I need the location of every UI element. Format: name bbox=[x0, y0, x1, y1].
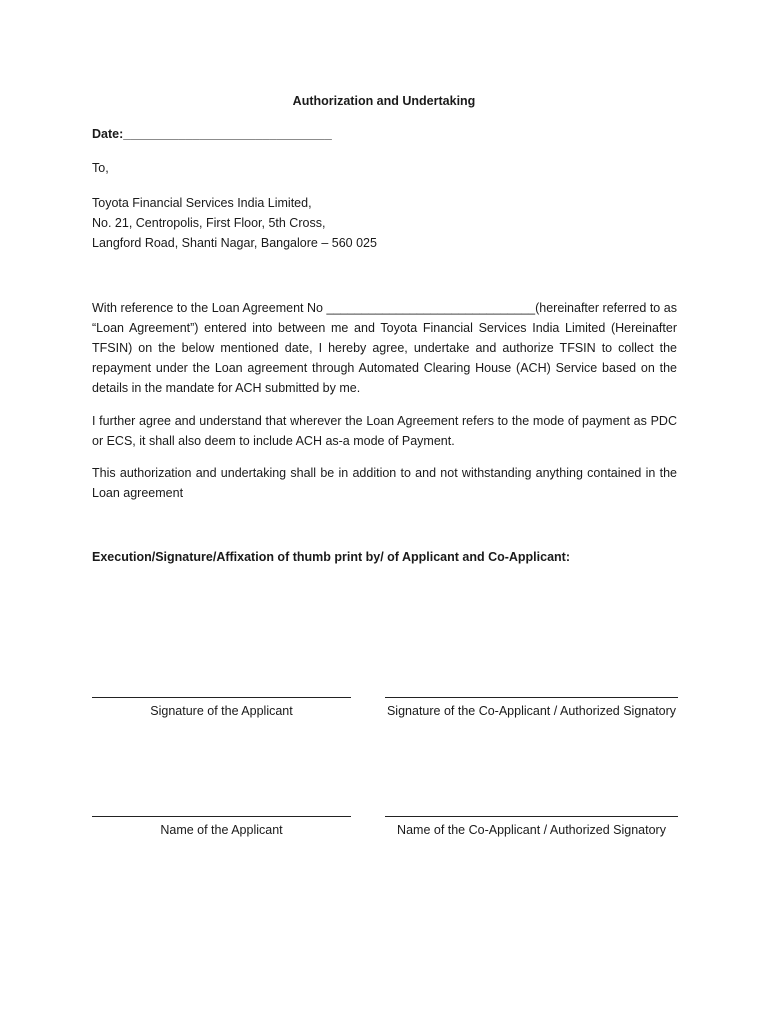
name-line bbox=[92, 816, 351, 817]
signature-line bbox=[385, 697, 678, 698]
applicant-signature-label: Signature of the Applicant bbox=[150, 704, 293, 718]
coapplicant-name-block bbox=[385, 816, 678, 839]
applicant-name-label: Name of the Applicant bbox=[160, 823, 283, 837]
coapplicant-signature-label: Signature of the Co-Applicant / Authorized Signatory bbox=[386, 704, 677, 718]
recipient-address bbox=[92, 193, 377, 253]
signature-line bbox=[92, 697, 351, 698]
address-line: Toyota Financial Services India Limited, bbox=[92, 196, 312, 210]
name-line bbox=[385, 816, 678, 817]
address-line: No. 21, Centropolis, First Floor, 5th Cross, bbox=[92, 216, 326, 230]
execution-heading: Execution/Signature/Affixation of thumb print by/ of Applicant and Co-Applicant: bbox=[92, 550, 570, 564]
date-field: Date:______________________________ bbox=[92, 127, 332, 141]
paragraph-mode-of-payment: I further agree and understand that wherever the Loan Agreement refers to the mode of payment as PDC or ECS, it shall also deem to include ACH as-a mode of Payment. bbox=[92, 414, 677, 448]
paragraph-addition-clause: This authorization and undertaking shall be in addition to and not withstanding anything contained in the Loan agreement bbox=[92, 466, 677, 500]
document-title: Authorization and Undertaking bbox=[292, 94, 476, 108]
applicant-name-block bbox=[92, 816, 351, 839]
paragraph-loan-reference: With reference to the Loan Agreement No ______________________________(hereinafter referred to as “Loan Agreement”) entered into between me and Toyota Financial Services India Limited (Hereinafter TFSIN) on the below mentioned date, I hereby agree, undertake and authorize TFSIN to collect the repayment under the Loan agreement through Automated Clearing House (ACH) Service based on the details in the mandate for ACH submitted by me. bbox=[92, 301, 677, 395]
salutation: To, bbox=[92, 161, 109, 175]
applicant-signature-block bbox=[92, 697, 351, 720]
coapplicant-name-label: Name of the Co-Applicant / Authorized Signatory bbox=[397, 823, 666, 837]
coapplicant-signature-block bbox=[385, 697, 678, 720]
address-line: Langford Road, Shanti Nagar, Bangalore – 560 025 bbox=[92, 236, 377, 250]
